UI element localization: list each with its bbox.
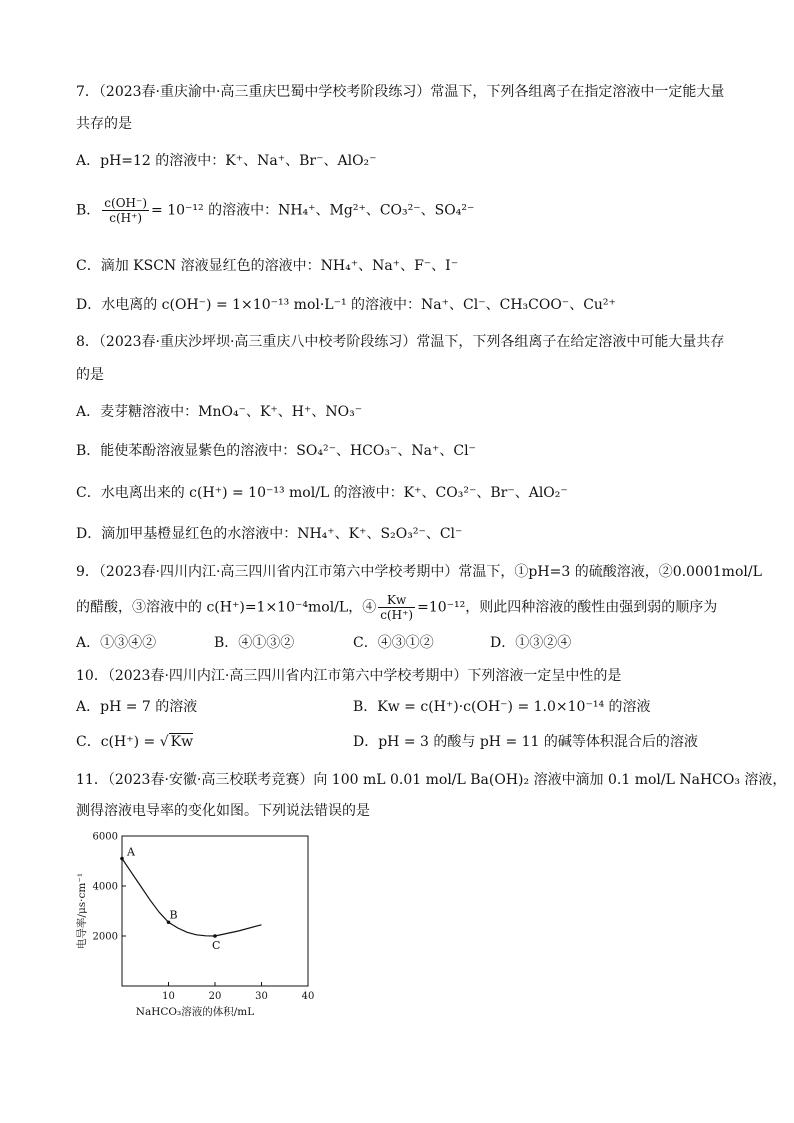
q9-stem-line2-prefix: 的醋酸，③溶液中的 c(H⁺)=1×10⁻⁴mol/L，④: [76, 599, 377, 616]
point-label-b: B: [169, 908, 178, 922]
q7-option-b-prefix: B．: [76, 202, 101, 219]
q10-option-d: D．pH = 3 的酸与 pH = 11 的碱等体积混合后的溶液: [353, 734, 698, 750]
q10-option-b: B．Kw = c(H⁺)·c(OH⁻) = 1.0×10⁻¹⁴ 的溶液: [353, 699, 651, 715]
q7-option-a: A．pH=12 的溶液中：K⁺、Na⁺、Br⁻、AlO₂⁻: [76, 153, 377, 169]
q7-b-denominator: c(H⁺): [109, 211, 143, 225]
q8-option-b: B．能使苯酚溶液显紫色的溶液中：SO₄²⁻、HCO₃⁻、Na⁺、Cl⁻: [76, 443, 476, 459]
q7-option-b-text: = 10⁻¹² 的溶液中：NH₄⁺、Mg²⁺、CO₃²⁻、SO₄²⁻: [151, 202, 475, 219]
q9-kw-fraction: [378, 593, 415, 622]
x-tick-label: 10: [162, 991, 175, 1002]
q10-option-c: [76, 732, 193, 752]
q9-stem-line2-suffix: =10⁻¹²，则此四种溶液的酸性由强到弱的顺序为: [417, 599, 718, 616]
x-axis-label: NaHCO₃溶液的体积/mL: [135, 1006, 255, 1018]
y-tick-label: 2000: [92, 931, 118, 943]
q9-kw-denominator: c(H⁺): [380, 608, 414, 622]
q7-option-b-fraction: [102, 196, 149, 225]
q8-option-d: D．滴加甲基橙显红色的水溶液中：NH₄⁺、K⁺、S₂O₃²⁻、Cl⁻: [76, 526, 463, 542]
q9-option-c: C．④③①②: [353, 635, 434, 651]
q10-option-c-prefix: C．c(H⁺) =: [76, 734, 160, 750]
q10-option-a: A．pH = 7 的溶液: [76, 699, 198, 715]
q11-stem-line2: 测得溶液电导率的变化如图。下列说法错误的是: [76, 803, 370, 819]
sqrt-symbol: √: [159, 734, 169, 750]
q7-option-b: [76, 196, 474, 225]
y-tick-label: 4000: [92, 881, 118, 893]
q8-stem-line2: 的是: [76, 367, 104, 383]
conductivity-chart: [70, 826, 330, 1026]
y-axis-label: 电导率/μs·cm⁻¹: [76, 872, 88, 950]
y-tick-label: 6000: [92, 831, 118, 843]
q10-option-c-radicand: Kw: [170, 734, 194, 750]
x-tick-label: 20: [208, 991, 222, 1002]
q9-kw-numerator: Kw: [378, 593, 415, 608]
point-label-a: A: [127, 845, 135, 859]
point-label-c: C: [212, 939, 221, 952]
plot-frame: [122, 836, 308, 986]
point-a: [120, 857, 124, 861]
x-tick-label: 40: [301, 991, 315, 1002]
q7-option-c: C．滴加 KSCN 溶液显红色的溶液中：NH₄⁺、Na⁺、F⁻、I⁻: [76, 258, 459, 274]
q7-stem-line2: 共存的是: [76, 116, 132, 132]
q9-option-d: D．①③②④: [490, 635, 572, 651]
q11-stem-line1: 11．（2023春·安徽·高三校联考竞赛）向 100 mL 0.01 mol/L Ba(OH)₂ 溶液中滴加 0.1 mol/L NaHCO₃ 溶液，: [76, 772, 787, 788]
q7-b-numerator: c(OH⁻): [104, 196, 148, 210]
point-c: [213, 934, 217, 938]
q9-stem-line2: [76, 593, 717, 622]
q10-stem: 10．（2023春·四川内江·高三四川省内江市第六中学校考期中）下列溶液一定呈中性的是: [76, 668, 622, 684]
q7-option-d: D．水电离的 c(OH⁻) = 1×10⁻¹³ mol·L⁻¹ 的溶液中：Na⁺、Cl⁻、CH₃COO⁻、Cu²⁺: [76, 297, 616, 313]
q9-stem-line1: 9．（2023春·四川内江·高三四川省内江市第六中学校考期中）常温下，①pH=3 的硫酸溶液，②0.0001mol/L: [76, 564, 762, 580]
q8-option-c: C．水电离出来的 c(H⁺) = 10⁻¹³ mol/L 的溶液中：K⁺、CO₃²⁻、Br⁻、AlO₂⁻: [76, 485, 568, 501]
conductivity-curve: [122, 859, 262, 937]
q9-option-a: A．①③④②: [76, 635, 157, 651]
q8-stem-line1: 8．（2023春·重庆沙坪坝·高三重庆八中校考阶段练习）常温下，下列各组离子在给定溶液中可能大量共存: [76, 334, 725, 350]
x-tick-label: 30: [255, 991, 268, 1002]
q7-stem-line1: 7．（2023春·重庆渝中·高三重庆巴蜀中学校考阶段练习）常温下，下列各组离子在指定溶液中一定能大量: [76, 84, 725, 100]
q8-option-a: A．麦芽糖溶液中：MnO₄⁻、K⁺、H⁺、NO₃⁻: [76, 404, 363, 420]
q9-option-b: B．④①③②: [214, 635, 295, 651]
